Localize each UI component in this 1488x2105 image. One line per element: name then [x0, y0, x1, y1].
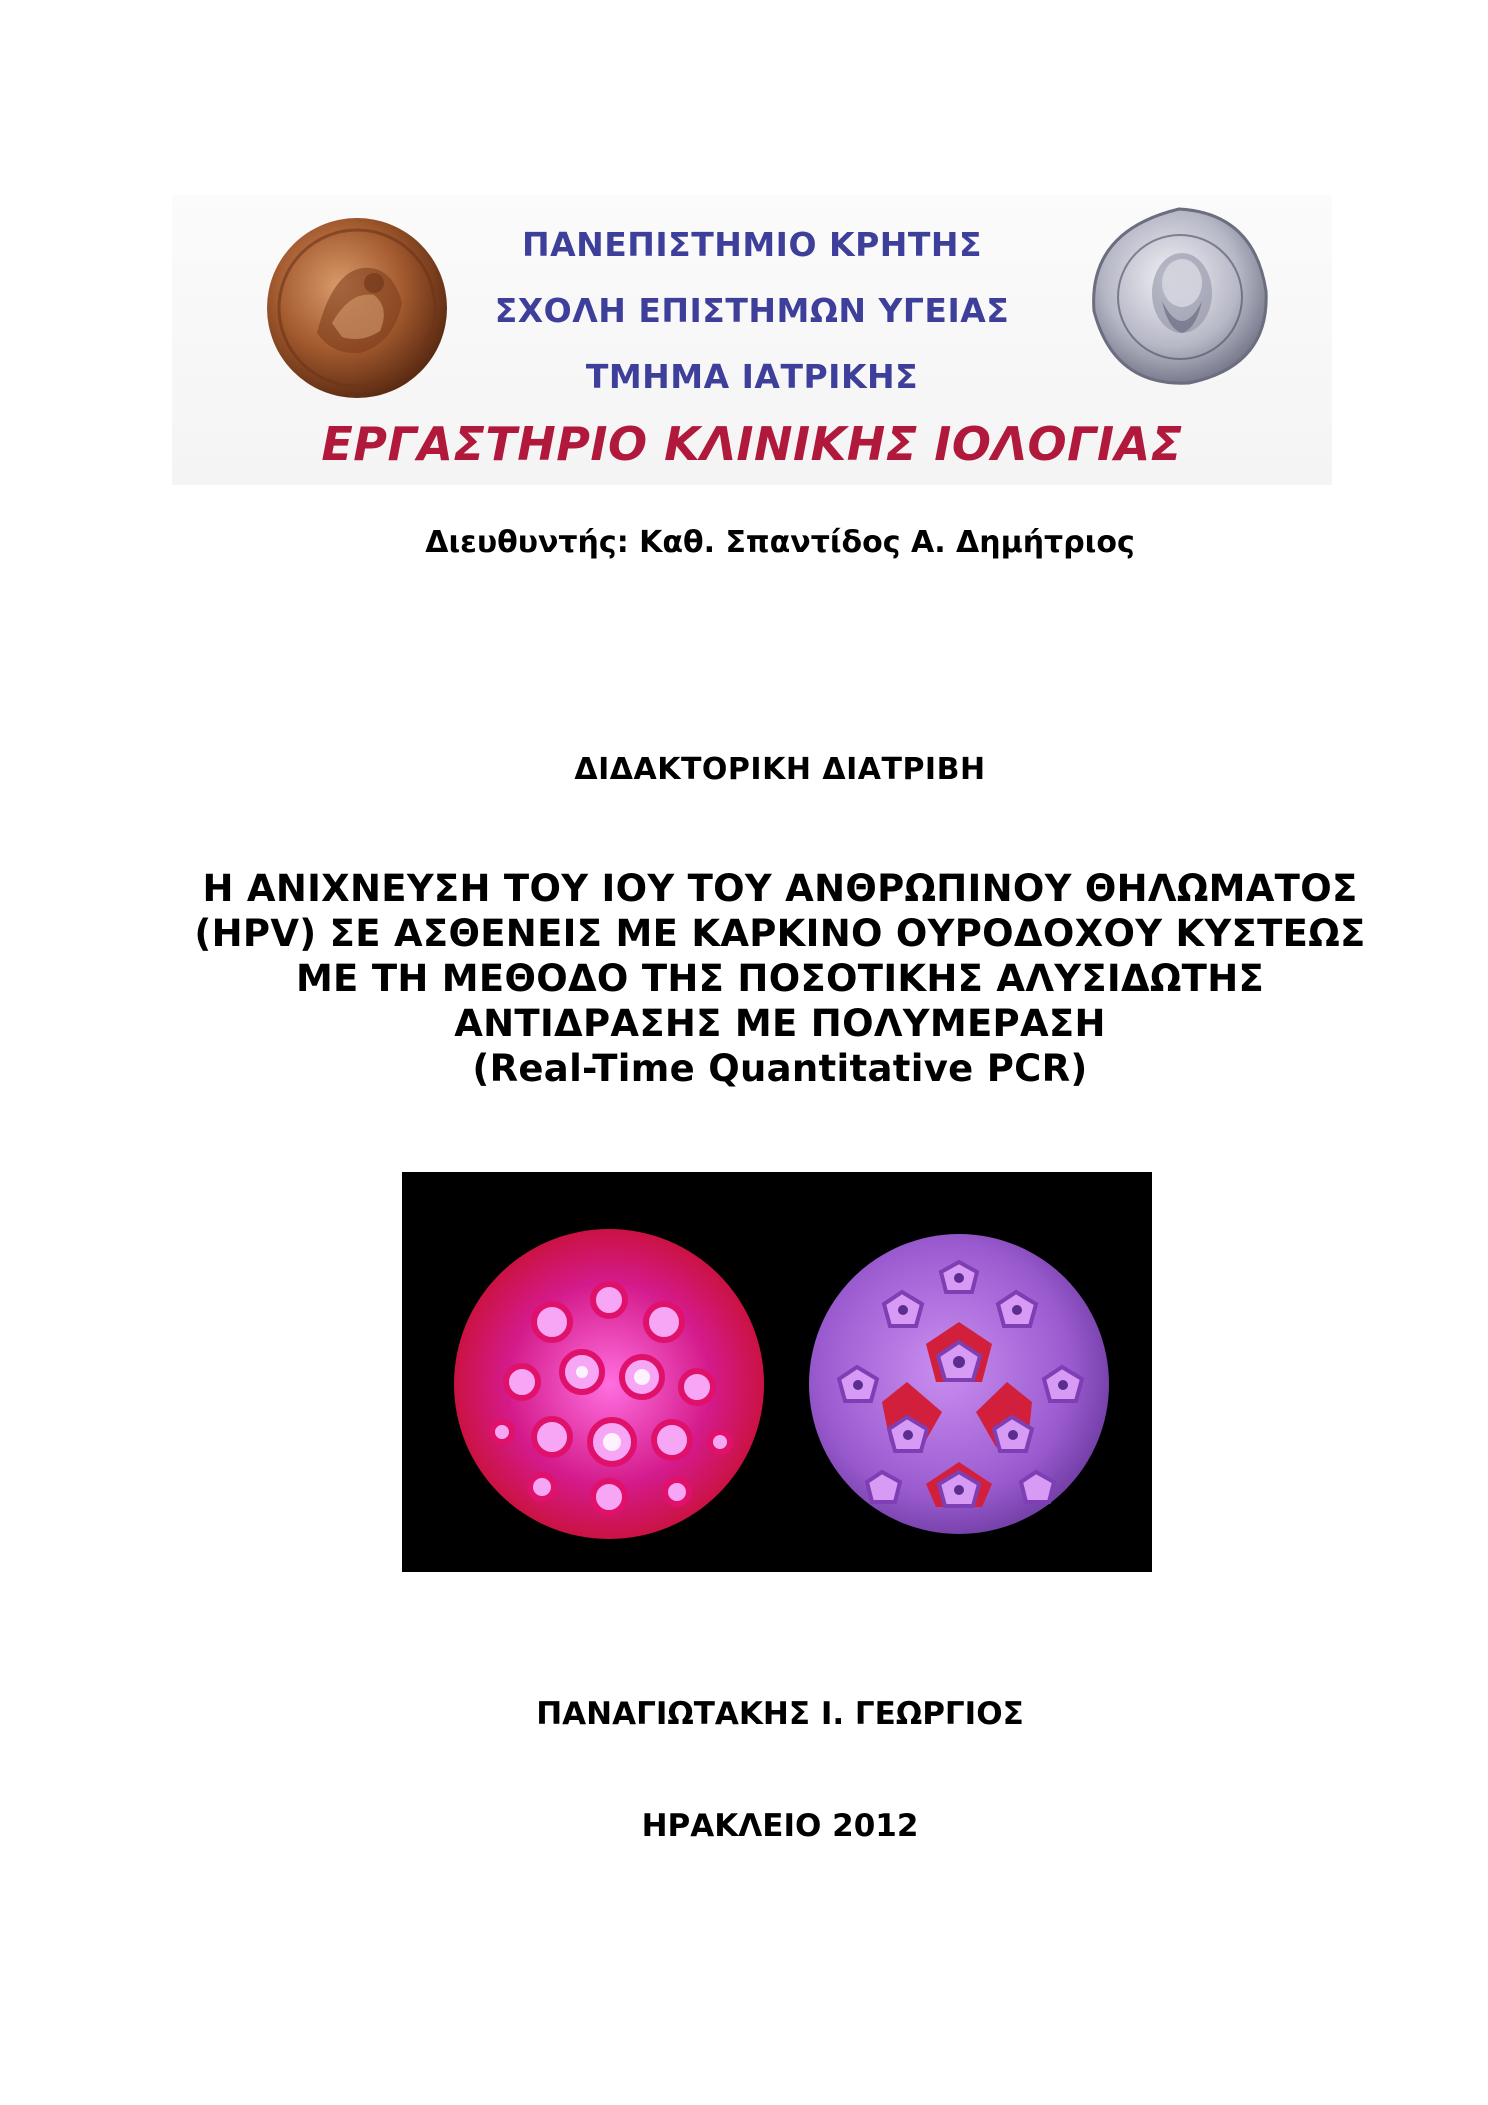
title-line: ΑΝΤΙΔΡΑΣΗΣ ΜΕ ΠΟΛΥΜΕΡΑΣΗ: [454, 1002, 1106, 1045]
department-name: ΤΜΗΜΑ ΙΑΤΡΙΚΗΣ: [585, 357, 919, 396]
header-banner: [172, 195, 1332, 485]
place-and-year: ΗΡΑΚΛΕΙΟ 2012: [641, 1808, 919, 1844]
title-line: Η ΑΝΙΧΝΕΥΣΗ ΤΟΥ ΙΟΥ ΤΟΥ ΑΝΘΡΩΠΙΝΟΥ ΘΗΛΩΜΑΤΟΣ: [202, 867, 1358, 910]
director-line: Διευθυντής: Καθ. Σπαντίδος Α. Δημήτριος: [425, 525, 1135, 560]
university-name: ΠΑΝΕΠΙΣΤΗΜΙΟ ΚΡΗΤΗΣ: [521, 225, 983, 264]
hpv-virus-illustration: [402, 1172, 1152, 1572]
title-line: ΜΕ ΤΗ ΜΕΘΟΔΟ ΤΗΣ ΠΟΣΟΤΙΚΗΣ ΑΛΥΣΙΔΩΤΗΣ: [295, 957, 1265, 1000]
author-name: ΠΑΝΑΓΙΩΤΑΚΗΣ Ι. ΓΕΩΡΓΙΟΣ: [536, 1696, 1024, 1732]
hpv-density-map-icon: [454, 1229, 764, 1539]
title-line: (HPV) ΣΕ ΑΣΘΕΝΕΙΣ ΜΕ ΚΑΡΚΙΝΟ ΟΥΡΟΔΟΧΟΥ ΚΥΣΤΕΩΣ: [194, 912, 1366, 955]
thesis-title: [120, 866, 1440, 1091]
school-name: ΣΧΟΛΗ ΕΠΙΣΤΗΜΩΝ ΥΓΕΙΑΣ: [494, 291, 1010, 330]
document-type: ΔΙΔΑΚΤΟΡΙΚΗ ΔΙΑΤΡΙΒΗ: [574, 752, 986, 787]
title-line: (Real-Time Quantitative PCR): [472, 1047, 1088, 1090]
laboratory-name: ΕΡΓΑΣΤΗΡΙΟ ΚΛΙΝΙΚΗΣ ΙΟΛΟΓΙΑΣ: [321, 417, 1183, 471]
hpv-capsid-model-icon: [809, 1234, 1109, 1534]
